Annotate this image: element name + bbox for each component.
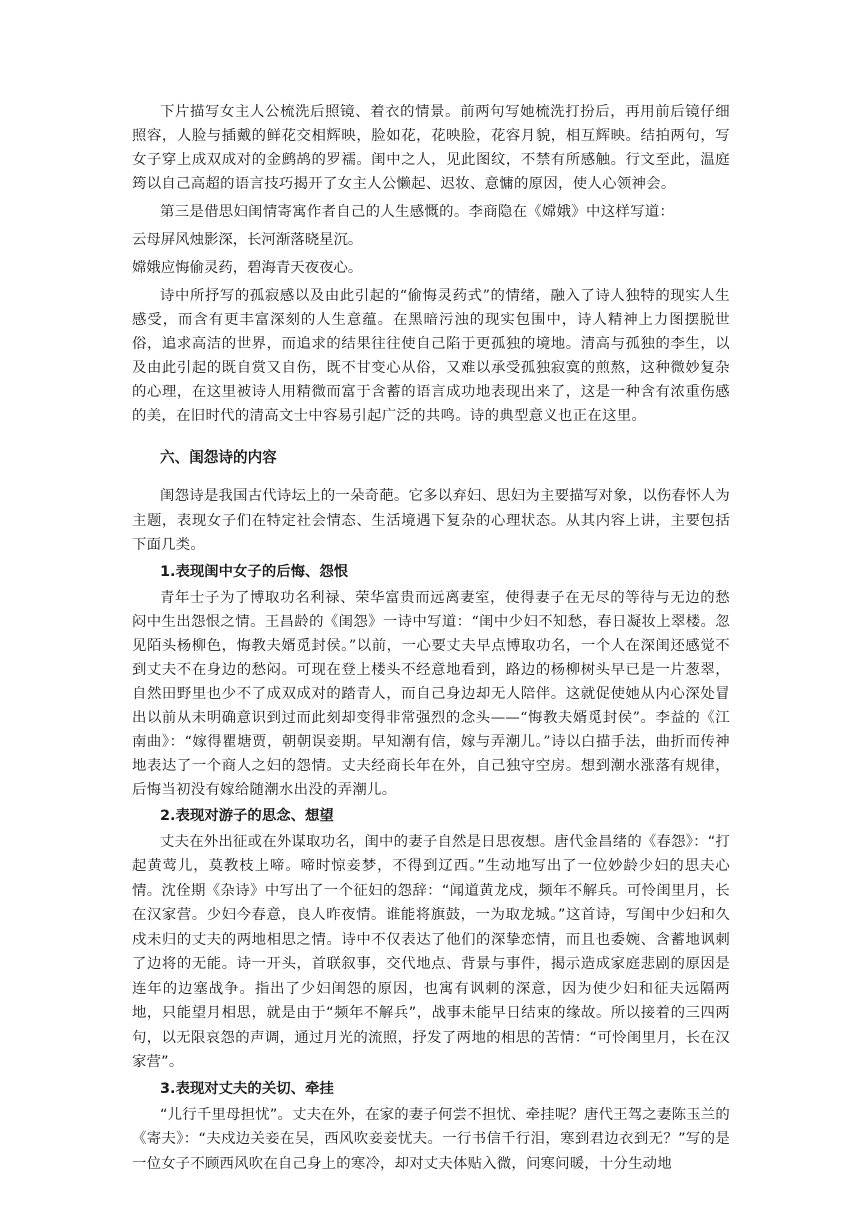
section-heading: 六、闺怨诗的内容 — [160, 449, 277, 466]
paragraph-concern: “儿行千里母担忧”。丈夫在外，在家的妻子何尝不担忧、牵挂呢？唐代王驾之妻陈玉兰的《寄夫》：“夫戍边关妾在吴，西风吹妾妾忧夫。一行书信千行泪，寒到君边衣到无？”写的是一位女子不顾西风吹在自己身上的寒冷，却对丈夫体贴入微，问寒问暖，十分生动地 — [132, 1106, 730, 1172]
paragraph-regret: 青年士子为了博取功名利禄、荣华富贵而远离妻室，使得妻子在无尽的等待与无边的愁闷中生出怨恨之情。王昌龄的《闺怨》一诗中写道：“闺中少妇不知愁，春日凝妆上翠楼。忽见陌头杨柳色，悔教夫婿觅封侯。”以前，一心要丈夫早点博取功名，一个人在深闺还感觉不到丈夫不在身边的愁闷。可现在登上楼头不经意地看到，路边的杨柳树头早已是一片葱翠，自然田野里也少不了成双成对的踏青人，而自己身边却无人陪伴。这就促使她从内心深处冒出以前从未明确意识到过而此刻却变得非常强烈的念头——“悔教夫婿觅封侯”。李益的《江南曲》：“嫁得瞿塘贾，朝朝误妾期。早知潮有信，嫁与弄潮儿。”诗以白描手法，曲折而传神地表达了一个商人之妇的怨情。丈夫经商长年在外，自己独守空房。想到潮水涨落有规律，后悔当初没有嫁给随潮水出没的弄潮儿。 — [132, 589, 730, 798]
paragraph-lower-stanza: 下片描写女主人公梳洗后照镜、着衣的情景。前两句写她梳洗打扮后，再用前后镜仔细照容，人脸与插戴的鲜花交相辉映，脸如花，花映脸，花容月貌，相互辉映。结拍两句，写女子穿上成双成对的金鹧鸪的罗襦。闺中之人，见此图纹，不禁有所感触。行文至此，温庭筠以自己高超的语言技巧揭开了女主人公懒起、迟妆、意慵的原因，使人心领神会。 — [132, 104, 730, 192]
poem-line-2: 嫦娥应悔偷灵药，碧海青天夜夜心。 — [132, 260, 363, 276]
paragraph-third-point: 第三是借思妇闺情寄寓作者自己的人生感慨的。李商隐在《嫦娥》中这样写道： — [160, 204, 675, 220]
poem-line-1: 云母屏风烛影深，长河渐落晓星沉。 — [132, 232, 363, 248]
subheading-longing: 2.表现对游子的思念、想望 — [160, 807, 334, 824]
subheading-concern: 3.表现对丈夫的关切、牵挂 — [160, 1080, 334, 1097]
subheading-regret: 1.表现闺中女子的后悔、怨恨 — [160, 563, 349, 580]
document-page — [132, 100, 730, 1176]
paragraph-longing: 丈夫在外出征或在外谋取功名，闺中的妻子自然是日思夜想。唐代金昌绪的《春怨》：“打起黄莺儿，莫教枝上啼。啼时惊妾梦，不得到辽西。”生动地写出了一位妙龄少妇的思夫心情。沈佺期《杂诗》中写出了一个征妇的怨辞：“闻道黄龙戍，频年不解兵。可怜闺里月，长在汉家营。少妇今春意，良人昨夜情。谁能将旗鼓，一为取龙城。”这首诗，写闺中少妇和久戍未归的丈夫的两地相思之情。诗中不仅表达了他们的深挚恋情，而且也委婉、含蓄地讽刺了边将的无能。诗一开头，首联叙事，交代地点、背景与事件，揭示造成家庭悲剧的原因是连年的边塞战争。指出了少妇闺怨的原因，也寓有讽刺的深意，因为使少妇和征夫远隔两地，只能望月相思，就是由于“频年不解兵”，战事未能早日结束的缘故。所以接着的三四两句，以无限哀怨的声调，通过月光的流照，抒发了两地的相思的苦情：“可怜闺里月，长在汉家营”。 — [132, 833, 730, 1070]
paragraph-poem-analysis: 诗中所抒写的孤寂感以及由此引起的“偷悔灵药式”的情绪，融入了诗人独特的现实人生感受，而含有更丰富深刻的人生意蕴。在黑暗污浊的现实包围中，诗人精神上力图摆脱世俗，追求高洁的世界，而追求的结果往往使自己陷于更孤独的境地。清高与孤独的李生，以及由此引起的既自赏又自伤，既不甘变心从俗，又难以承受孤独寂寞的煎熬，这种微妙复杂的心理，在这里被诗人用精微而富于含蓄的语言成功地表现出来了，这是一种含有浓重伤感的美，在旧时代的清高文士中容易引起广泛的共鸣。诗的典型意义也正在这里。 — [132, 288, 730, 424]
section-intro: 闺怨诗是我国古代诗坛上的一朵奇葩。它多以弃妇、思妇为主要描写对象，以伤春怀人为主题，表现女子们在特定社会情态、生活境遇下复杂的心理状态。从其内容上讲，主要包括下面几类。 — [132, 488, 730, 553]
